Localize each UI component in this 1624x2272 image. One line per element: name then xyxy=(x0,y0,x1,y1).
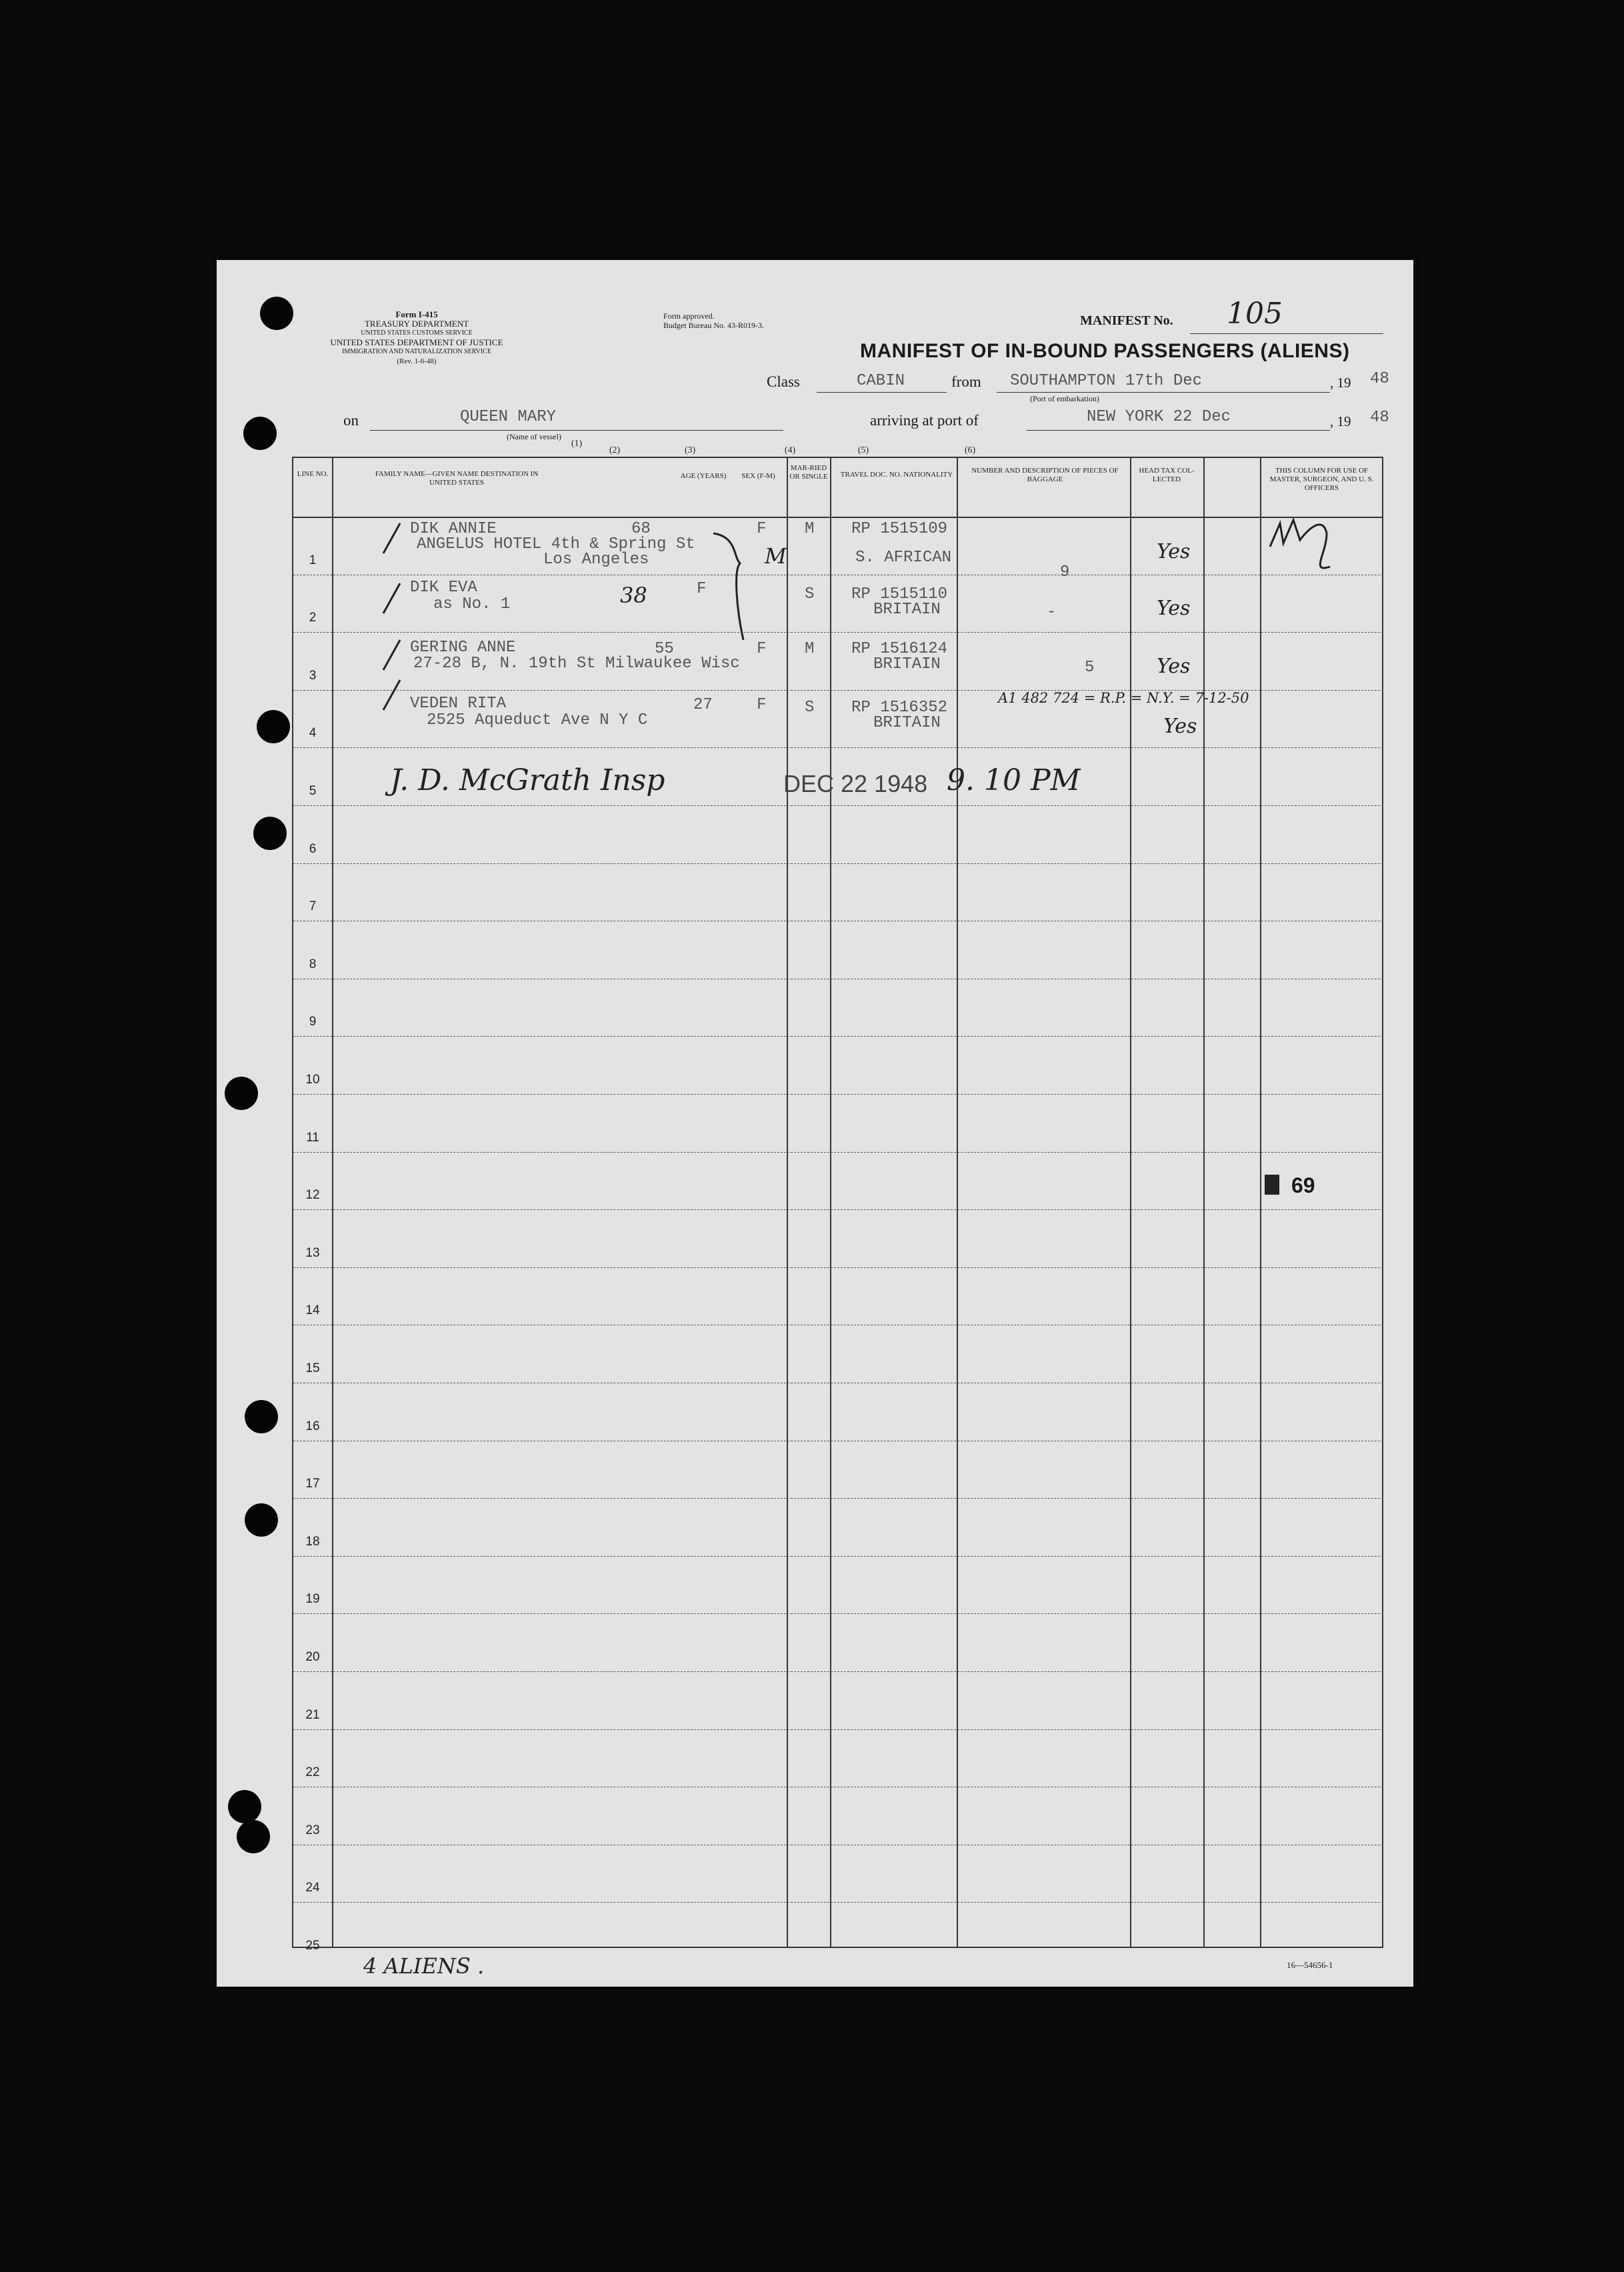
customs-service: UNITED STATES CUSTOMS SERVICE xyxy=(361,329,473,337)
hdr-baggage: NUMBER AND DESCRIPTION OF PIECES OF BAGGAGE xyxy=(971,467,1119,483)
print-code: 16—54656-1 xyxy=(1287,1960,1333,1970)
bracket-mark-icon xyxy=(707,530,760,647)
row-divider xyxy=(293,863,1383,864)
vline-baggage-end xyxy=(1130,457,1131,1948)
vessel-underline xyxy=(370,430,783,431)
line-number: 2 xyxy=(309,611,317,625)
treasury-dept: TREASURY DEPARTMENT xyxy=(364,319,469,329)
binder-hole xyxy=(257,710,290,743)
passenger-travel-doc: RP 1515109 xyxy=(851,520,948,538)
col-num-4: (4) xyxy=(784,445,796,455)
budget-block xyxy=(663,311,764,330)
line-number: 10 xyxy=(305,1073,320,1087)
row-divider xyxy=(293,1036,1383,1037)
passenger-travel-doc: RP 1516352 xyxy=(851,699,948,717)
budget-bureau: Budget Bureau No. 43-R019-3. xyxy=(663,321,764,330)
checkmarks-icon xyxy=(370,517,430,717)
passenger-name: DIK ANNIE xyxy=(410,520,497,538)
passenger-head-tax: Yes xyxy=(1157,655,1191,678)
col-num-5: (5) xyxy=(857,445,869,455)
vline-tax-end xyxy=(1203,457,1205,1948)
line-number: 16 xyxy=(305,1419,320,1433)
passenger-sex-correction: M xyxy=(765,543,787,569)
passenger-name: DIK EVA xyxy=(410,579,477,597)
line-number: 3 xyxy=(309,668,317,683)
class-label: Class xyxy=(767,373,800,390)
line-number: 23 xyxy=(305,1823,320,1837)
from-value: SOUTHAMPTON 17th Dec xyxy=(1010,372,1203,390)
from-label: from xyxy=(951,373,981,390)
line-number: 21 xyxy=(305,1707,320,1722)
on-label: on xyxy=(343,412,359,429)
hdr-travel: TRAVEL DOC. NO. NATIONALITY xyxy=(840,471,953,479)
manifest-title: MANIFEST OF IN-BOUND PASSENGERS (ALIENS) xyxy=(860,340,1350,362)
passenger-married: S xyxy=(805,699,815,717)
line-number: 25 xyxy=(305,1939,320,1953)
row-divider xyxy=(293,1556,1383,1557)
passenger-nationality: S. AFRICAN xyxy=(855,549,952,567)
arrival-value: NEW YORK 22 Dec xyxy=(1087,408,1231,426)
line-number: 24 xyxy=(305,1881,320,1895)
inspector-signature: J. D. McGrath Insp xyxy=(390,763,665,797)
passenger-sex: F xyxy=(757,696,767,714)
binder-hole xyxy=(243,417,277,450)
passenger-nationality: BRITAIN xyxy=(873,714,941,732)
binder-hole xyxy=(237,1820,270,1853)
line-number: 15 xyxy=(305,1361,320,1375)
manifest-table-frame xyxy=(292,457,1383,1948)
passenger-married: M xyxy=(805,520,815,538)
justice-dept: UNITED STATES DEPARTMENT OF JUSTICE xyxy=(330,337,503,347)
vessel-name: QUEEN MARY xyxy=(460,408,557,426)
manifest-page xyxy=(217,260,1413,1987)
row-divider xyxy=(293,1209,1383,1210)
stamp-number: 69 xyxy=(1291,1173,1315,1197)
manifest-no-label: MANIFEST No. xyxy=(1080,313,1173,328)
arriving-label: arriving at port of xyxy=(870,412,979,429)
hdr-sex: SEX (F-M) xyxy=(741,472,775,480)
row-divider xyxy=(293,1729,1383,1730)
vline-officers-start xyxy=(1260,457,1261,1948)
passenger-baggage-note: A1 482 724 = R.P. = N.Y. = 7-12-50 xyxy=(998,690,1249,706)
stamp-mark-icon xyxy=(1265,1175,1279,1195)
col-num-2: (2) xyxy=(609,445,621,455)
form-approved: Form approved. xyxy=(663,311,715,321)
line-number: 1 xyxy=(309,553,317,567)
arrival-year-suffix: 48 xyxy=(1370,409,1389,427)
vline-travel-end xyxy=(957,457,958,1948)
year-suffix: 48 xyxy=(1370,370,1389,388)
hdr-line-no: LINE NO. xyxy=(297,470,329,478)
passenger-baggage: 9 xyxy=(1060,563,1070,581)
passenger-head-tax: Yes xyxy=(1157,597,1191,620)
class-underline xyxy=(817,392,947,393)
passenger-sex: F xyxy=(757,520,767,538)
officer-initials-icon xyxy=(1263,513,1370,580)
line-number: 17 xyxy=(305,1477,320,1491)
binder-hole xyxy=(225,1077,258,1110)
line-number: 20 xyxy=(305,1650,320,1664)
form-dept-block xyxy=(310,310,523,366)
row-divider xyxy=(293,1902,1383,1903)
col-num-6: (6) xyxy=(964,445,976,455)
vessel-note: (Name of vessel) xyxy=(507,432,561,441)
col-num-1: (1) xyxy=(571,439,583,449)
row-divider xyxy=(293,1152,1383,1153)
passenger-age: 38 xyxy=(620,583,647,608)
vline-married-end xyxy=(830,457,831,1948)
line-number: 14 xyxy=(305,1303,320,1318)
from-underline xyxy=(997,392,1330,393)
passenger-nationality: BRITAIN xyxy=(873,601,941,619)
line-number: 18 xyxy=(305,1534,320,1549)
passenger-name: VEDEN RITA xyxy=(410,695,507,713)
passenger-sex: F xyxy=(757,640,767,658)
passenger-age: 55 xyxy=(655,640,674,658)
header-divider xyxy=(292,517,1383,518)
row-divider xyxy=(293,1094,1383,1095)
stamp-time: 9. 10 PM xyxy=(947,763,1081,797)
passenger-name: GERING ANNE xyxy=(410,639,516,657)
aliens-total: 4 ALIENS . xyxy=(363,1953,485,1979)
row-divider xyxy=(293,1613,1383,1614)
row-divider xyxy=(293,1267,1383,1268)
binder-hole xyxy=(245,1503,278,1537)
passenger-travel-doc: RP 1516124 xyxy=(851,640,948,658)
hdr-name: FAMILY NAME—GIVEN NAME DESTINATION IN UNITED STATES xyxy=(375,470,539,487)
col-num-3: (3) xyxy=(684,445,696,455)
binder-hole xyxy=(260,297,293,330)
binder-hole xyxy=(228,1790,261,1823)
year-prefix: , 19 xyxy=(1330,375,1351,391)
passenger-head-tax: Yes xyxy=(1163,715,1197,738)
arrival-underline xyxy=(1027,430,1330,431)
line-number: 5 xyxy=(309,784,317,798)
passenger-age: 68 xyxy=(631,520,651,538)
passenger-age: 27 xyxy=(693,696,713,714)
manifest-no-value: 105 xyxy=(1227,297,1283,331)
passenger-married: S xyxy=(805,585,815,603)
passenger-baggage: - xyxy=(1047,603,1057,621)
arrival-year-prefix: , 19 xyxy=(1330,413,1351,429)
line-number: 13 xyxy=(305,1245,320,1260)
class-value: CABIN xyxy=(857,372,905,390)
line-number: 9 xyxy=(309,1015,317,1029)
passenger-destination: ANGELUS HOTEL 4th & Spring St xyxy=(417,535,695,553)
passenger-destination: 2525 Aqueduct Ave N Y C xyxy=(427,711,648,729)
binder-hole xyxy=(253,817,287,850)
row-divider xyxy=(293,1498,1383,1499)
binder-hole xyxy=(245,1400,278,1433)
vline-line-no xyxy=(332,457,333,1948)
vline-sex-end xyxy=(787,457,788,1948)
row-divider xyxy=(293,805,1383,806)
line-number: 7 xyxy=(309,899,317,914)
passenger-destination: as No. 1 xyxy=(433,595,511,613)
line-number: 12 xyxy=(305,1188,320,1203)
passenger-destination-city: Los Angeles xyxy=(543,551,649,569)
passenger-travel-doc: RP 1515110 xyxy=(851,585,948,603)
row-divider xyxy=(293,747,1383,748)
passenger-destination: 27-28 B, N. 19th St Milwaukee Wisc xyxy=(413,655,740,673)
passenger-nationality: BRITAIN xyxy=(873,655,941,673)
revision: (Rev. 1-6-48) xyxy=(397,357,437,365)
form-number: Form I-415 xyxy=(395,309,438,319)
line-number: 19 xyxy=(305,1592,320,1607)
passenger-baggage: 5 xyxy=(1085,659,1095,677)
line-number: 4 xyxy=(309,726,317,741)
line-number: 8 xyxy=(309,957,317,971)
ins-service: IMMIGRATION AND NATURALIZATION SERVICE xyxy=(342,348,491,355)
passenger-sex: F xyxy=(697,580,707,598)
hdr-age: AGE (YEARS) xyxy=(680,472,727,480)
passenger-head-tax: Yes xyxy=(1157,540,1191,563)
line-number: 22 xyxy=(305,1765,320,1780)
passenger-married: M xyxy=(805,640,815,658)
line-number: 6 xyxy=(309,841,317,856)
hdr-married: MAR-RIED OR SINGLE xyxy=(789,464,828,481)
stamp-date: DEC 22 1948 xyxy=(783,770,928,797)
port-embark-note: (Port of embarkation) xyxy=(1030,394,1099,403)
manifest-no-line xyxy=(1190,333,1383,334)
row-divider xyxy=(293,1671,1383,1672)
hdr-headtax: HEAD TAX COL-LECTED xyxy=(1139,467,1195,483)
line-number: 11 xyxy=(306,1130,319,1145)
row-divider xyxy=(293,632,1383,633)
hdr-officers: THIS COLUMN FOR USE OF MASTER, SURGEON, AND U. S. OFFICERS xyxy=(1269,467,1374,492)
